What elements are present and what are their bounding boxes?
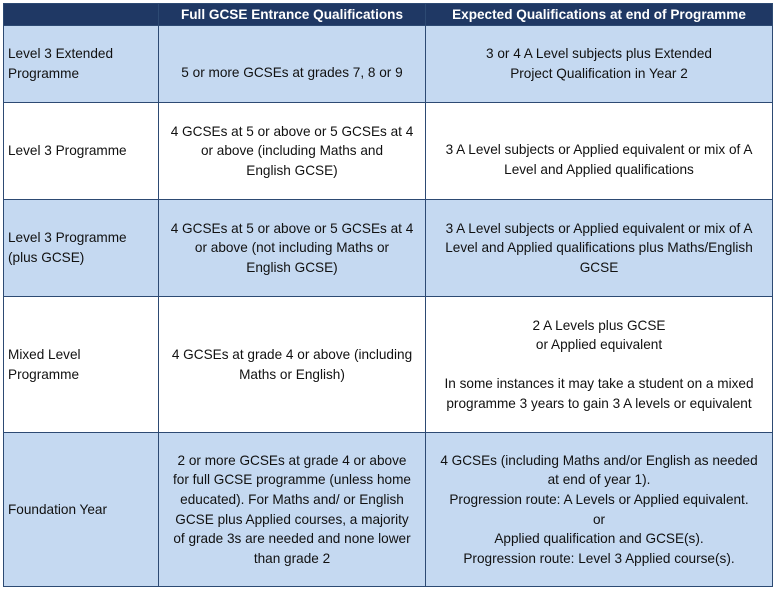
programme-name: Foundation Year bbox=[4, 433, 159, 587]
header-row bbox=[4, 4, 773, 26]
table-row bbox=[4, 103, 773, 200]
expected-note: In some instances it may take a student on a mixed bbox=[444, 376, 754, 391]
table-row bbox=[4, 26, 773, 103]
expected-qualification: 4 GCSEs (including Maths and/or English as needed at end of year 1). Progression route: A Levels or Applied equivalent. or Applied qualification and GCSE(s). Progression route: Level 3 Applied course(s). bbox=[426, 433, 773, 587]
expected-qualification: 2 A Levels plus GCSE or Applied equivalent In some instances it may take a student on a mixed programme 3 years to gain 3 A levels or equivalent bbox=[426, 297, 773, 433]
entrance-qualification: 4 GCSEs at 5 or above or 5 GCSEs at 4 or above (including Maths and English GCSE) bbox=[159, 103, 426, 200]
programme-name: Level 3 Programme bbox=[4, 103, 159, 200]
header-entrance: Full GCSE Entrance Qualifications bbox=[159, 4, 426, 26]
programme-name: Mixed Level Programme bbox=[4, 297, 159, 433]
entrance-qualification: 4 GCSEs at 5 or above or 5 GCSEs at 4 or above (not including Maths or English GCSE) bbox=[159, 200, 426, 297]
entrance-qualification: 2 or more GCSEs at grade 4 or above for full GCSE programme (unless home educated). For Maths and/ or English GCSE plus Applied courses, a majority of grade 3s are needed and none lower than grade 2 bbox=[159, 433, 426, 587]
expected-qualification: 3 or 4 A Level subjects plus Extended Project Qualification in Year 2 bbox=[426, 26, 773, 103]
table-row bbox=[4, 297, 773, 433]
expected-qualification: 3 A Level subjects or Applied equivalent or mix of A Level and Applied qualifications plus Maths/English GCSE bbox=[426, 200, 773, 297]
expected-qualification: 3 A Level subjects or Applied equivalent or mix of A Level and Applied qualifications bbox=[426, 103, 773, 200]
header-programme bbox=[4, 4, 159, 26]
programme-name: Level 3 Extended Programme bbox=[4, 26, 159, 103]
table-row bbox=[4, 200, 773, 297]
entrance-qualification: 5 or more GCSEs at grades 7, 8 or 9 bbox=[159, 26, 426, 103]
qualifications-table bbox=[3, 3, 773, 587]
entrance-qualification: 4 GCSEs at grade 4 or above (including Maths or English) bbox=[159, 297, 426, 433]
table-row bbox=[4, 433, 773, 587]
programme-name: Level 3 Programme (plus GCSE) bbox=[4, 200, 159, 297]
header-expected: Expected Qualifications at end of Programme bbox=[426, 4, 773, 26]
